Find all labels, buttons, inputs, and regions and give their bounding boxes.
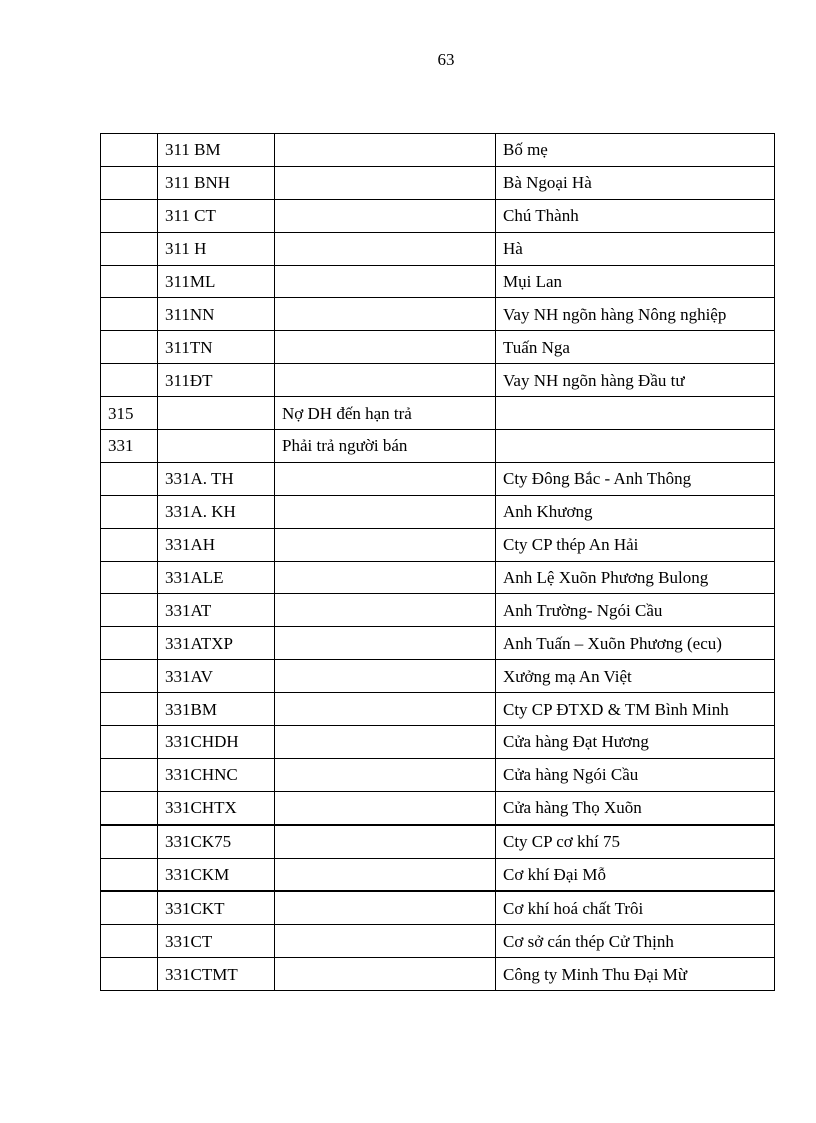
- name-cell: [275, 528, 496, 561]
- table-row: [101, 265, 775, 298]
- sub-account-cell: 331ATXP: [158, 627, 275, 660]
- description-cell: Anh Trường- Ngói Cầu: [496, 594, 775, 627]
- name-cell: [275, 791, 496, 824]
- name-cell: [275, 364, 496, 397]
- account-cell: [101, 660, 158, 693]
- table-row: [101, 726, 775, 759]
- account-cell: [101, 364, 158, 397]
- name-cell: [275, 298, 496, 331]
- table-row: [101, 232, 775, 265]
- description-cell: Cơ khí Đại Mỗ: [496, 858, 775, 891]
- sub-account-cell: 331CKM: [158, 858, 275, 891]
- table-row: [101, 528, 775, 561]
- description-cell: Vay NH ngõn hàng Đầu tư: [496, 364, 775, 397]
- table-row: [101, 495, 775, 528]
- sub-account-cell: 331AT: [158, 594, 275, 627]
- account-cell: [101, 265, 158, 298]
- table-row: [101, 958, 775, 991]
- account-cell: [101, 594, 158, 627]
- name-cell: [275, 134, 496, 167]
- sub-account-cell: 311ĐT: [158, 364, 275, 397]
- name-cell: [275, 331, 496, 364]
- table-row: [101, 561, 775, 594]
- name-cell: [275, 858, 496, 891]
- name-cell: Phải trả người bán: [275, 430, 496, 463]
- account-cell: 315: [101, 397, 158, 430]
- account-cell: [101, 891, 158, 924]
- accounts-table: [100, 133, 775, 991]
- table-row: [101, 825, 775, 858]
- sub-account-cell: 311 BM: [158, 134, 275, 167]
- description-cell: Bố mẹ: [496, 134, 775, 167]
- account-cell: [101, 561, 158, 594]
- sub-account-cell: 331CHDH: [158, 726, 275, 759]
- sub-account-cell: 311TN: [158, 331, 275, 364]
- description-cell: Cty CP ĐTXD & TM Bình Minh: [496, 693, 775, 726]
- table-row: [101, 891, 775, 924]
- account-cell: [101, 298, 158, 331]
- sub-account-cell: 311 CT: [158, 199, 275, 232]
- description-cell: Mụi Lan: [496, 265, 775, 298]
- account-cell: [101, 528, 158, 561]
- description-cell: Cty CP thép An Hải: [496, 528, 775, 561]
- description-cell: Xưởng mạ An Việt: [496, 660, 775, 693]
- description-cell: Chú Thành: [496, 199, 775, 232]
- description-cell: Bà Ngoại Hà: [496, 166, 775, 199]
- name-cell: [275, 495, 496, 528]
- account-cell: [101, 925, 158, 958]
- name-cell: [275, 594, 496, 627]
- account-cell: [101, 331, 158, 364]
- table-row: [101, 858, 775, 891]
- account-cell: [101, 462, 158, 495]
- description-cell: Cửa hàng Đạt Hương: [496, 726, 775, 759]
- description-cell: Tuấn Nga: [496, 331, 775, 364]
- account-cell: [101, 958, 158, 991]
- table-row: [101, 298, 775, 331]
- table-row: [101, 166, 775, 199]
- description-cell: Anh Khương: [496, 495, 775, 528]
- sub-account-cell: [158, 397, 275, 430]
- sub-account-cell: 331CKT: [158, 891, 275, 924]
- page-number: 63: [437, 50, 455, 69]
- sub-account-cell: 331A. TH: [158, 462, 275, 495]
- account-cell: [101, 825, 158, 858]
- sub-account-cell: 331CTMT: [158, 958, 275, 991]
- table-row: [101, 791, 775, 824]
- name-cell: [275, 958, 496, 991]
- name-cell: [275, 265, 496, 298]
- name-cell: [275, 199, 496, 232]
- table-row: [101, 331, 775, 364]
- description-cell: Vay NH ngõn hàng Nông nghiệp: [496, 298, 775, 331]
- sub-account-cell: 331ALE: [158, 561, 275, 594]
- table-row: [101, 397, 775, 430]
- account-cell: [101, 232, 158, 265]
- account-cell: [101, 199, 158, 232]
- account-cell: [101, 858, 158, 891]
- description-cell: [496, 397, 775, 430]
- sub-account-cell: [158, 430, 275, 463]
- account-cell: [101, 495, 158, 528]
- account-cell: [101, 134, 158, 167]
- sub-account-cell: 331BM: [158, 693, 275, 726]
- name-cell: [275, 693, 496, 726]
- name-cell: Nợ DH đến hạn trả: [275, 397, 496, 430]
- account-cell: [101, 166, 158, 199]
- name-cell: [275, 627, 496, 660]
- description-cell: Cơ khí hoá chất Trôi: [496, 891, 775, 924]
- account-cell: [101, 791, 158, 824]
- table-row: [101, 693, 775, 726]
- sub-account-cell: 311ML: [158, 265, 275, 298]
- description-cell: Cơ sở cán thép Cử Thịnh: [496, 925, 775, 958]
- name-cell: [275, 462, 496, 495]
- sub-account-cell: 331CT: [158, 925, 275, 958]
- sub-account-cell: 331CK75: [158, 825, 275, 858]
- table-row: [101, 462, 775, 495]
- account-cell: [101, 726, 158, 759]
- table-row: [101, 364, 775, 397]
- sub-account-cell: 311NN: [158, 298, 275, 331]
- description-cell: Công ty Minh Thu Đại Mừ: [496, 958, 775, 991]
- sub-account-cell: 331CHTX: [158, 791, 275, 824]
- sub-account-cell: 311 BNH: [158, 166, 275, 199]
- description-cell: Cửa hàng Thọ Xuõn: [496, 791, 775, 824]
- table-row: [101, 758, 775, 791]
- description-cell: Cty CP cơ khí 75: [496, 825, 775, 858]
- name-cell: [275, 232, 496, 265]
- name-cell: [275, 891, 496, 924]
- description-cell: Cty Đông Bắc - Anh Thông: [496, 462, 775, 495]
- table-row: [101, 199, 775, 232]
- sub-account-cell: 331CHNC: [158, 758, 275, 791]
- name-cell: [275, 561, 496, 594]
- table-row: [101, 660, 775, 693]
- description-cell: Hà: [496, 232, 775, 265]
- table-row: [101, 925, 775, 958]
- account-cell: [101, 693, 158, 726]
- description-cell: Anh Lệ Xuõn Phương Bulong: [496, 561, 775, 594]
- description-cell: Anh Tuấn – Xuõn Phương (ecu): [496, 627, 775, 660]
- account-cell: [101, 627, 158, 660]
- account-cell: 331: [101, 430, 158, 463]
- sub-account-cell: 311 H: [158, 232, 275, 265]
- name-cell: [275, 758, 496, 791]
- account-cell: [101, 758, 158, 791]
- sub-account-cell: 331AV: [158, 660, 275, 693]
- name-cell: [275, 660, 496, 693]
- name-cell: [275, 925, 496, 958]
- sub-account-cell: 331AH: [158, 528, 275, 561]
- description-cell: Cửa hàng Ngói Cầu: [496, 758, 775, 791]
- name-cell: [275, 825, 496, 858]
- name-cell: [275, 726, 496, 759]
- table-row: [101, 627, 775, 660]
- name-cell: [275, 166, 496, 199]
- sub-account-cell: 331A. KH: [158, 495, 275, 528]
- table-row: [101, 430, 775, 463]
- table-row: [101, 594, 775, 627]
- table-row: [101, 134, 775, 167]
- description-cell: [496, 430, 775, 463]
